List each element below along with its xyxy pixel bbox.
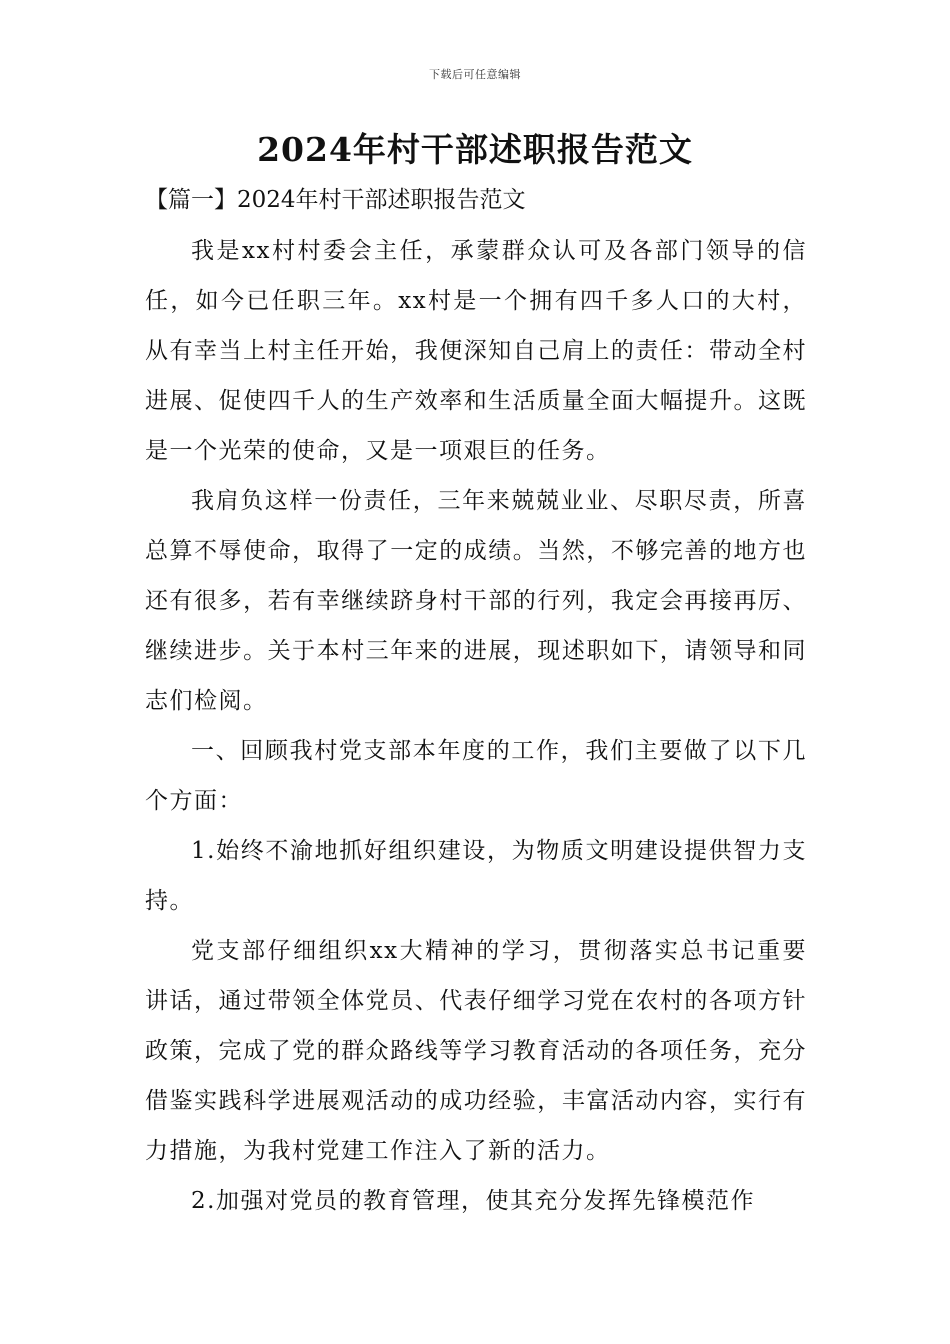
paragraph-5: 党支部仔细组织xx大精神的学习，贯彻落实总书记重要讲话，通过带领全体党员、代表仔细学习党在农村的各项方针政策，完成了党的群众路线等学习教育活动的各项任务，充分借鉴实践科学进展观活动的成功经验，丰富活动内容，实行有力措施，为我村党建工作注入了新的活力。: [145, 938, 807, 1164]
paragraph-6: 2.加强对党员的教育管理，使其充分发挥先锋模范作: [191, 1188, 755, 1214]
paragraph-3: 一、回顾我村党支部本年度的工作，我们主要做了以下几个方面：: [145, 738, 807, 814]
paragraph-1: 我是xx村村委会主任，承蒙群众认可及各部门领导的信任，如今已任职三年。xx村是一个拥有四千多人口的大村，从有幸当上村主任开始，我便深知自己肩上的责任：带动全村进展、促使四千人的生产效率和生活质量全面大幅提升。这既是一个光荣的使命，又是一项艰巨的任务。: [145, 238, 807, 464]
document-body: [145, 226, 807, 1226]
paragraph-2: 我肩负这样一份责任，三年来兢兢业业、尽职尽责，所喜总算不辱使命，取得了一定的成绩。当然，不够完善的地方也还有很多，若有幸继续跻身村干部的行列，我定会再接再厉、继续进步。关于本村三年来的进展，现述职如下，请领导和同志们检阅。: [145, 488, 807, 714]
section-heading: 【篇一】2024年村干部述职报告范文: [145, 187, 526, 213]
document-title: 2024年村干部述职报告范文: [257, 130, 693, 169]
header-note: 下载后可任意编辑: [429, 68, 521, 81]
paragraph-4: 1.始终不渝地抓好组织建设，为物质文明建设提供智力支持。: [145, 838, 807, 914]
